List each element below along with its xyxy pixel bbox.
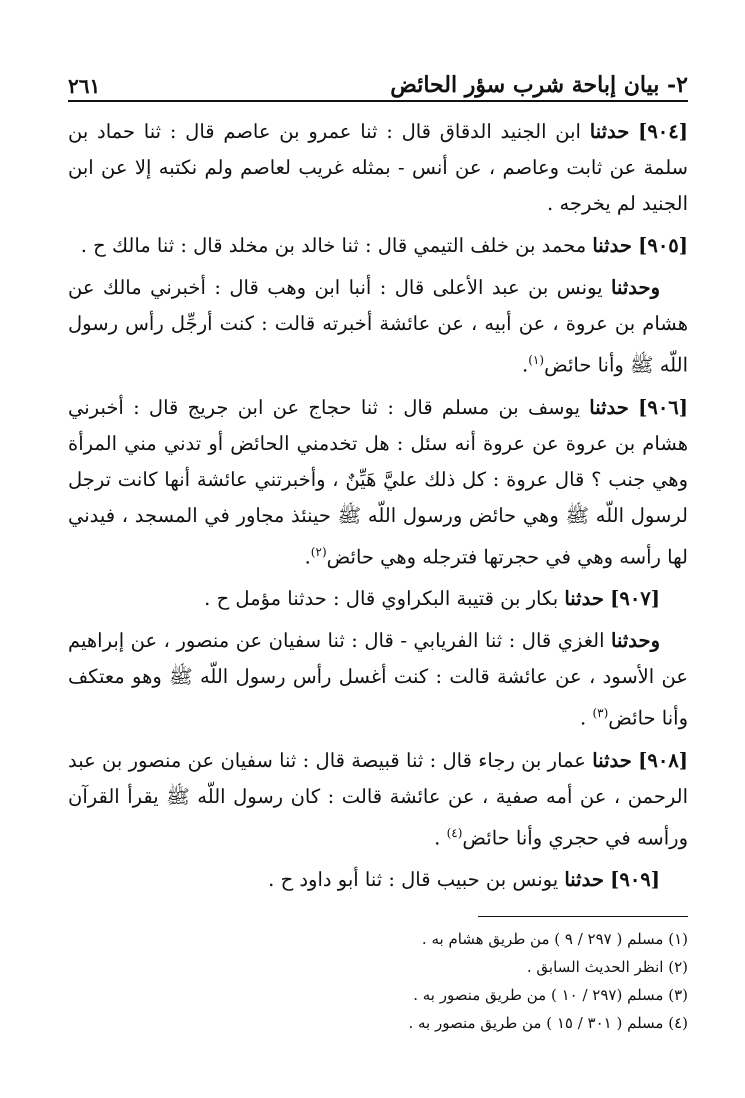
- hadith-entry-905-cont: وحدثنا يونس بن عبد الأعلى قال : أنبا ابن وهب قال : أخبرني مالك عن هشام بن عروة ، عن أبيه ، عن عائشة أخبرته قالت : كنت أرجِّل رأس رسول اللّه ﷺ وأنا حائض$^{(١)}$.: [68, 276, 688, 377]
- chapter-title: ٢- بيان إباحة شرب سؤر الحائض: [390, 72, 688, 98]
- footnote-ref-3[interactable]: (٣): [592, 706, 609, 720]
- footnotes: [68, 925, 688, 1037]
- footnote-ref-2[interactable]: (٢): [310, 544, 327, 559]
- footnote-separator: [478, 916, 688, 917]
- hadith-entry-907: [٩٠٧] حدثنا بكار بن قتيبة البكراوي قال : حدثنا مؤمل ح .: [204, 587, 660, 610]
- footnote-1: (١) مسلم ( ٢٩٧ / ٩ ) من طريق هشام به .: [421, 930, 688, 948]
- hadith-entry-909: [٩٠٩] حدثنا يونس بن حبيب قال : ثنا أبو داود ح .: [268, 868, 660, 891]
- hadith-entry-907-cont: وحدثنا الغزي قال : ثنا الفريابي - قال : ثنا سفيان عن منصور ، عن إبراهيم عن الأسود ، عن عائشة قالت : كنت أغسل رأس رسول اللّه ﷺ وهو معتكف وأنا حائض$^{(٣)}$ .: [68, 629, 688, 730]
- hadith-entry-905: [٩٠٥] حدثنا محمد بن خلف التيمي قال : ثنا خالد بن مخلد قال : ثنا مالك ح .: [80, 234, 688, 257]
- footnote-2: (٢) انظر الحديث السابق .: [526, 958, 688, 976]
- footnote-ref-1[interactable]: (١): [528, 353, 545, 367]
- document-page: [68, 58, 688, 1037]
- hadith-entry-906: [٩٠٦] حدثنا يوسف بن مسلم قال : ثنا حجاج عن ابن جريج قال : أخبرني هشام بن عروة عن عروة أنه سئل : هل تخدمني الحائض أو تدني مني المرأة وهي جنب ؟ قال عروة : كل ذلك عليَّ هَيِّنٌ ، وأخبرتني عائشة أنها كانت ترجل لرسول اللّه ﷺ وهي حائض ورسول اللّه ﷺ حينئذ مجاور في المسجد ، فيدني لها رأسه وهي في حجرتها فترجله وهي حائض$^{(٢)}$.: [68, 395, 689, 568]
- page-number: ٢٦١: [68, 74, 101, 98]
- hadith-entry-904: [٩٠٤] حدثنا ابن الجنيد الدقاق قال : ثنا عمرو بن عاصم قال : ثنا حماد بن سلمة عن ثابت وعاصم ، عن أنس - بمثله غريب لعاصم ولم نكتبه إلا عن ابن الجنيد لم يخرجه .: [68, 120, 688, 215]
- header-rule: [68, 100, 688, 102]
- running-header: [68, 58, 688, 98]
- footnote-ref-4[interactable]: (٤): [446, 825, 463, 840]
- hadith-entry-908: [٩٠٨] حدثنا عمار بن رجاء قال : ثنا قبيصة قال : ثنا سفيان عن منصور بن عبد الرحمن ، عن أمه صفية ، عن عائشة قالت : كان رسول اللّه ﷺ يقرأ القرآن ورأسه في حجري وأنا حائض$^{(٤)}$ .: [68, 748, 688, 849]
- hadith-body: [68, 114, 688, 898]
- footnote-3: (٣) مسلم (٢٩٧ / ١٠ ) من طريق منصور به .: [413, 986, 688, 1004]
- footnote-4: (٤) مسلم ( ٣٠١ / ١٥ ) من طريق منصور به .: [408, 1014, 688, 1032]
